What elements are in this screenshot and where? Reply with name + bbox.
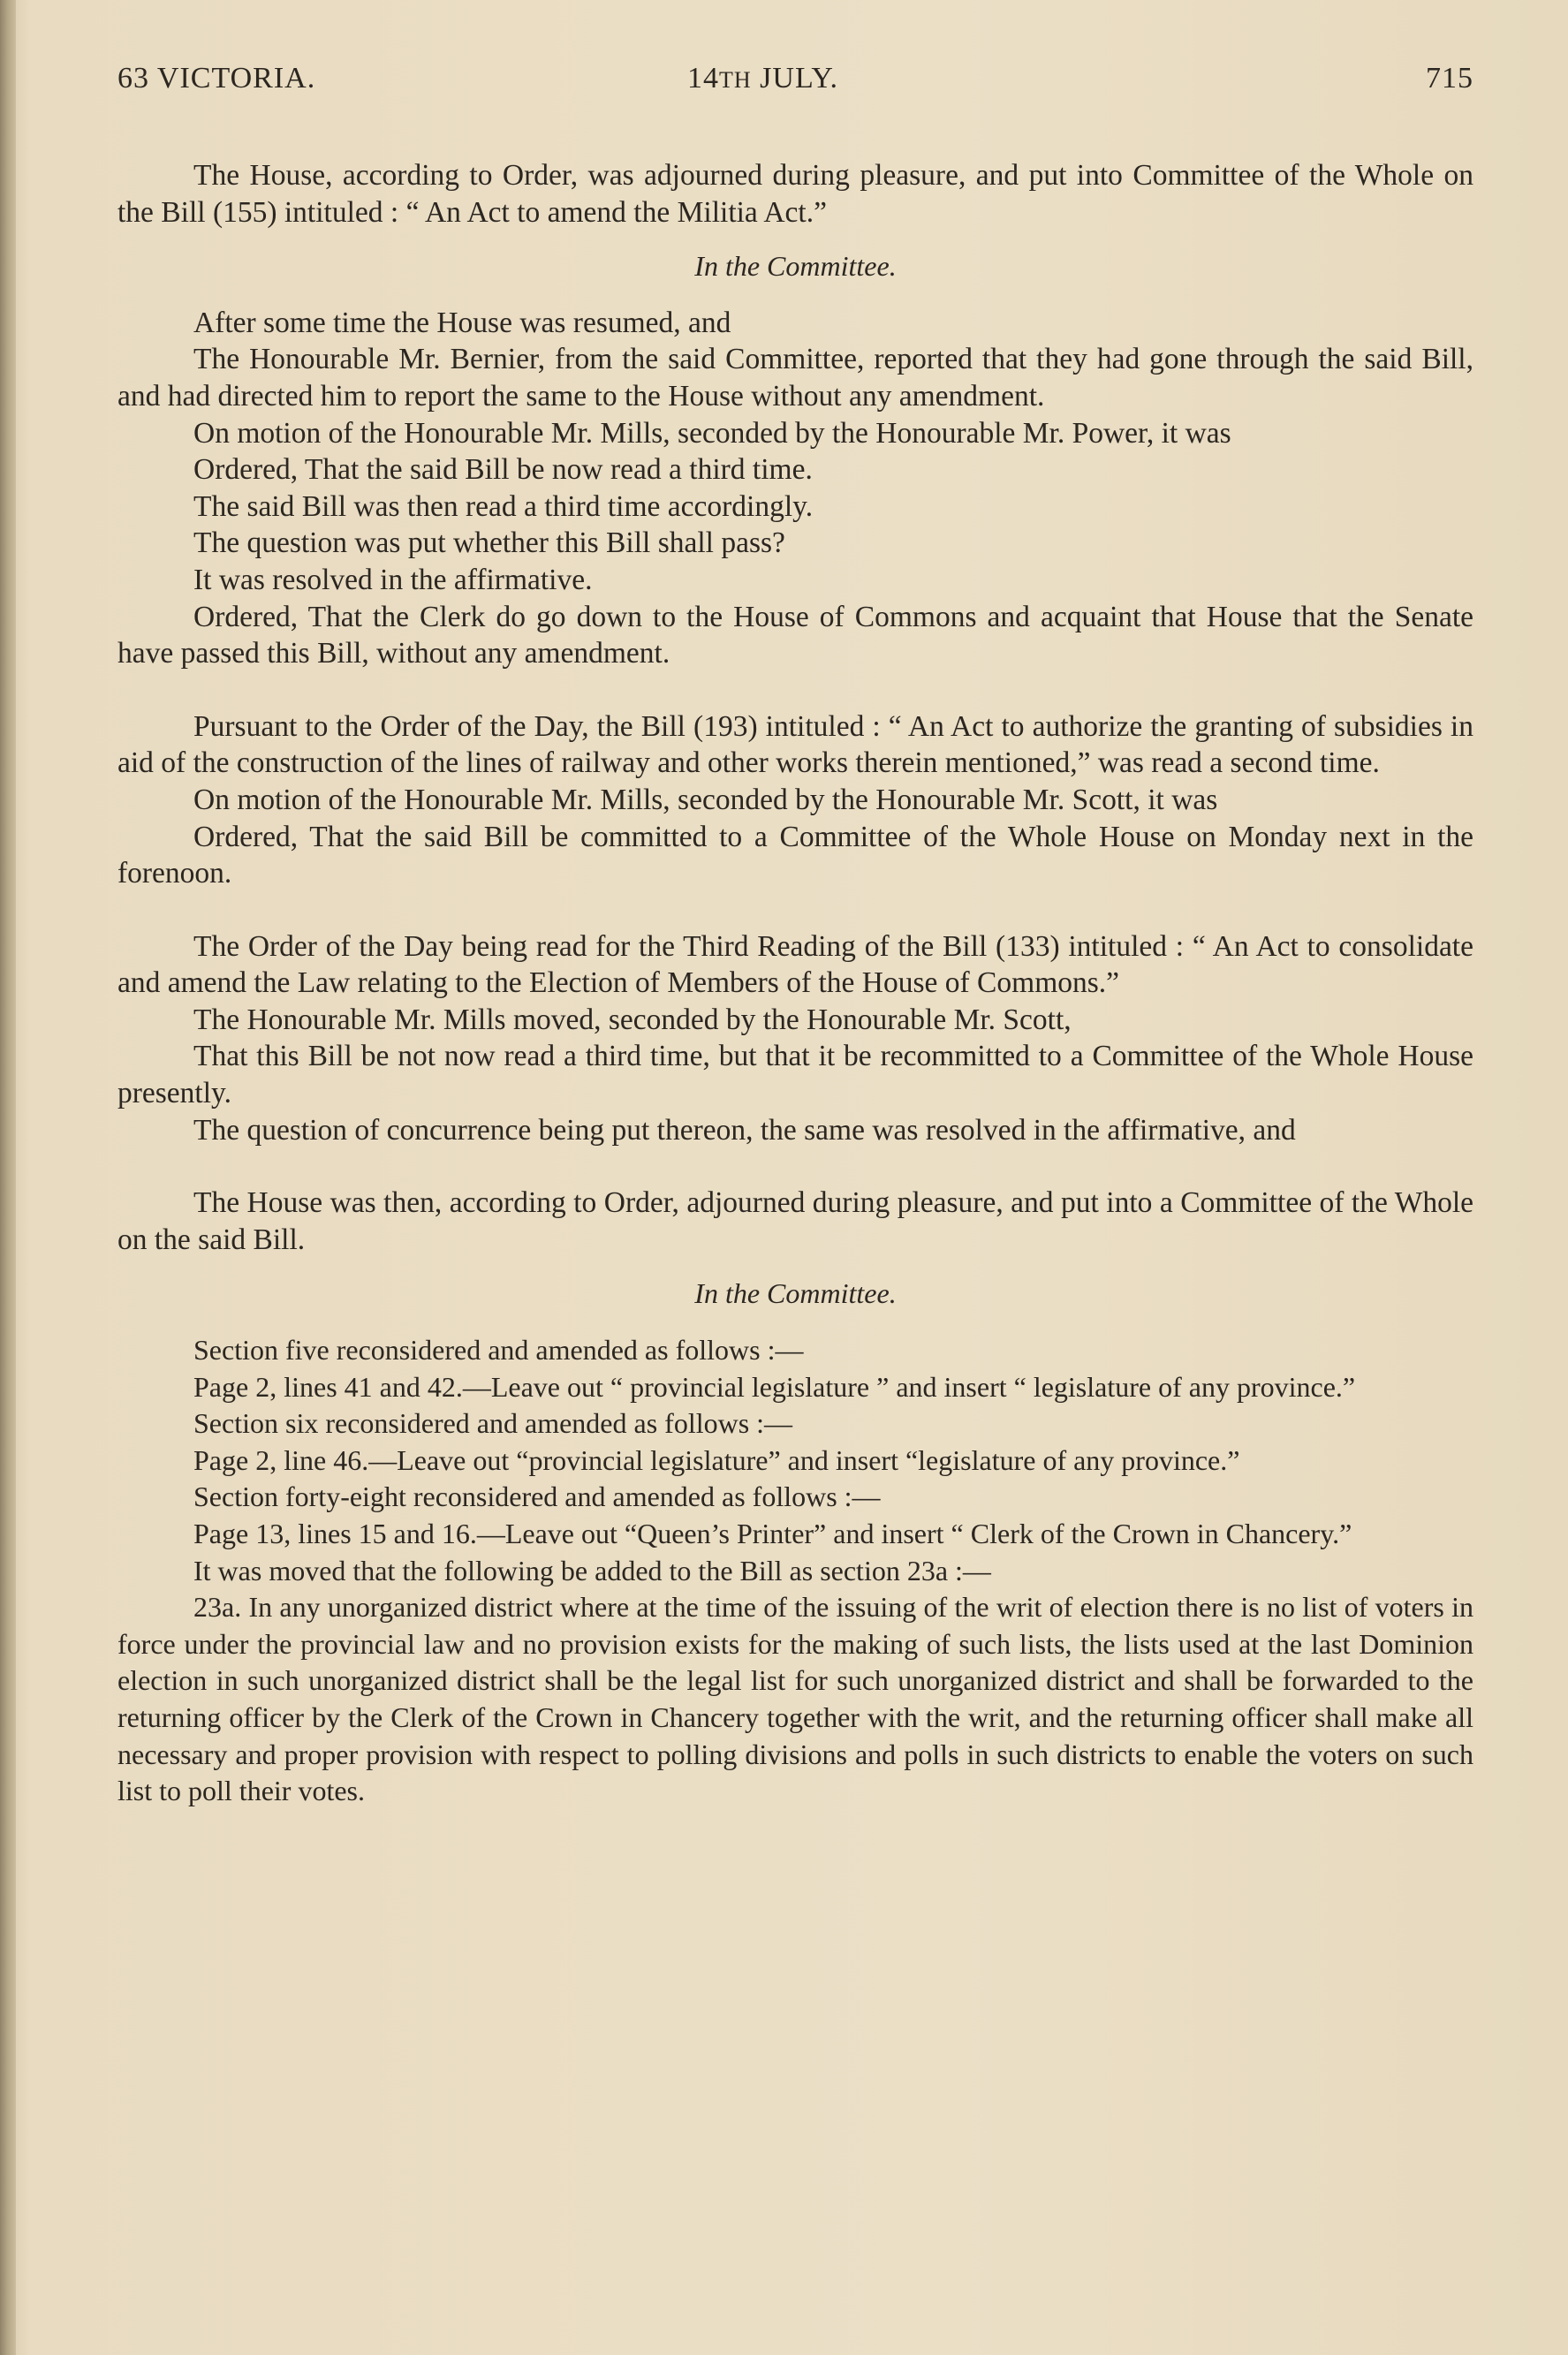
- paragraph: Section six reconsidered and amended as follows :—: [193, 1407, 793, 1440]
- paragraph: The question of concurrence being put thereon, the same was resolved in the affirmative, and: [193, 1113, 1296, 1147]
- paragraph: After some time the House was resumed, and: [193, 306, 731, 339]
- section-heading: In the Committee.: [694, 250, 897, 283]
- paragraph-gap: [117, 1148, 1473, 1185]
- running-header: [117, 62, 1473, 106]
- header-date-suffix: TH: [719, 67, 752, 93]
- journal-text: [117, 157, 1473, 1810]
- paragraph: It was moved that the following be added to the Bill as section 23a :—: [193, 1554, 991, 1586]
- paragraph: That this Bill be not now read a third time, but that it be recommitted to a Committee of the Whole House presently.: [117, 1040, 1473, 1110]
- paragraph: The Order of the Day being read for the Third Reading of the Bill (133) intituled : “ An Act to consolidate and amend the Law relating to the Election of Members of the House of Commons.”: [117, 929, 1473, 1000]
- header-date: [687, 62, 838, 95]
- paragraph: 23a. In any unorganized district where at the time of the issuing of the writ of election there is no list of voters in force under the provincial law and no provision exists for the making of such lists, the lists used at the last Dominion election in such unorganized district shall be the legal list for such unorganized district and shall be forwarded to the returning officer by the Clerk of the Crown in Chancery together with the writ, and the returning officer shall make all necessary and proper provision with respect to polling divisions and polls in such districts to enable the voters on such list to poll their votes.: [117, 1591, 1473, 1807]
- paragraph: Page 2, lines 41 and 42.—Leave out “ provincial legislature ” and insert “ legislature of any province.”: [193, 1370, 1356, 1403]
- paragraph: The House was then, according to Order, adjourned during pleasure, and put into a Committee of the Whole on the said Bill.: [117, 1186, 1473, 1256]
- paragraph: Ordered, That the said Bill be now read a third time.: [193, 453, 813, 487]
- paragraph-gap: [117, 892, 1473, 928]
- paragraph: The question was put whether this Bill shall pass?: [193, 526, 785, 560]
- header-session: 63 VICTORIA.: [117, 62, 316, 95]
- paragraph: Page 2, line 46.—Leave out “provincial legislature” and insert “legislature of any province.”: [193, 1443, 1240, 1476]
- paragraph: Ordered, That the Clerk do go down to the House of Commons and acquaint that House that the Senate have passed this Bill, without any amendment.: [117, 600, 1473, 670]
- page-number: 715: [1426, 62, 1473, 95]
- paragraph: Ordered, That the said Bill be committed to a Committee of the Whole House on Monday next in the forenoon.: [117, 820, 1473, 890]
- header-date-month: JULY.: [760, 62, 838, 95]
- paragraph: Pursuant to the Order of the Day, the Bill (193) intituled : “ An Act to authorize the granting of subsidies in aid of the construction of the lines of railway and other works therein mentioned,” was read a second time.: [117, 709, 1473, 780]
- paragraph: Section forty-eight reconsidered and amended as follows :—: [193, 1480, 881, 1513]
- section-heading: In the Committee.: [694, 1277, 897, 1310]
- paragraph: The Honourable Mr. Bernier, from the said Committee, reported that they had gone through the said Bill, and had directed him to report the same to the House without any amendment.: [117, 343, 1473, 413]
- paragraph-gap: [117, 672, 1473, 708]
- paragraph: Section five reconsidered and amended as follows :—: [193, 1334, 804, 1367]
- paragraph: It was resolved in the affirmative.: [193, 563, 593, 596]
- book-binding-edge: [0, 0, 16, 2355]
- paragraph: The said Bill was then read a third time accordingly.: [193, 489, 814, 523]
- paragraph: The Honourable Mr. Mills moved, seconded by the Honourable Mr. Scott,: [193, 1003, 1072, 1036]
- paragraph: The House, according to Order, was adjourned during pleasure, and put into Committee of the Whole on the Bill (155) intituled : “ An Act to amend the Militia Act.”: [117, 159, 1473, 229]
- header-date-day: 14: [687, 62, 719, 95]
- paragraph: Page 13, lines 15 and 16.—Leave out “Queen’s Printer” and insert “ Clerk of the Crown in Chancery.”: [193, 1518, 1352, 1549]
- paragraph: On motion of the Honourable Mr. Mills, seconded by the Honourable Mr. Scott, it was: [193, 783, 1218, 816]
- paragraph: On motion of the Honourable Mr. Mills, seconded by the Honourable Mr. Power, it was: [193, 416, 1231, 450]
